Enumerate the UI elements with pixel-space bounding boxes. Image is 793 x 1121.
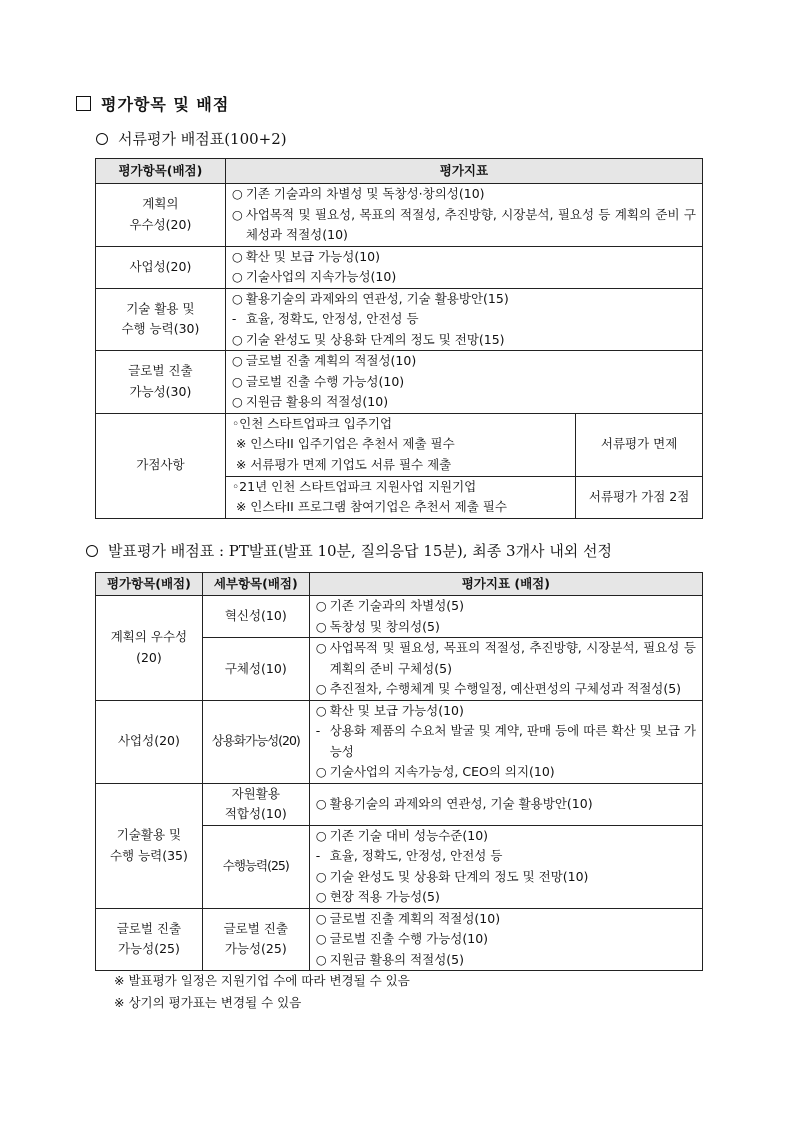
indicator-text: 활용기술의 과제와의 연관성, 기술 활용방안(15)	[245, 290, 509, 306]
item-label-line: 사업성(20)	[129, 258, 192, 274]
evaluation-item	[96, 908, 203, 971]
indicator-line	[316, 826, 696, 847]
sub-item	[202, 783, 309, 825]
indicator-text: 글로벌 진출 계획의 적절성(10)	[245, 353, 417, 368]
bullet: -	[231, 311, 237, 326]
bullet: -	[315, 723, 321, 738]
indicator-line	[316, 679, 696, 700]
indicator-line	[316, 596, 696, 617]
indicator-line	[232, 184, 696, 205]
indicator-text: 기술사업의 지속가능성(10)	[245, 269, 397, 284]
indicator-line	[316, 909, 696, 930]
column-header-item: 평가항목(배점)	[96, 573, 203, 596]
sub-item	[202, 638, 309, 701]
evaluation-indicators	[309, 908, 702, 971]
bullet: ○	[315, 951, 327, 967]
bonus-line: ※ 서류평가 면제 기업도 서류 필수 제출	[235, 456, 452, 472]
bullet: ○	[315, 795, 327, 811]
item-label-line: 상용화가능성(20)	[211, 733, 300, 749]
bullet: ○	[315, 931, 327, 946]
sub-item	[202, 908, 309, 971]
evaluation-indicators	[225, 246, 702, 288]
bullet: ○	[315, 889, 327, 904]
table-row	[96, 246, 703, 288]
item-label-line: 글로벌 진출	[116, 920, 182, 936]
bullet: ○	[315, 910, 327, 926]
indicator-line	[316, 721, 696, 762]
bullet: ○	[231, 353, 243, 368]
indicator-line	[232, 392, 696, 413]
bullet: ○	[315, 618, 327, 634]
item-label-line: 글로벌 진출	[128, 363, 193, 379]
item-label-line: 계획의 우수성	[110, 629, 188, 645]
item-label-line: 수행 능력(35)	[109, 847, 188, 863]
subsection-title-document: 서류평가 배점표(100+2)	[96, 128, 287, 149]
indicator-text: 추진절차, 수행체계 및 수행일정, 예산편성의 구체성과 적절성(5)	[329, 681, 682, 696]
evaluation-item	[96, 596, 203, 701]
bullet: ○	[231, 331, 243, 347]
item-label-line: 구체성(10)	[224, 660, 287, 676]
indicator-text: 활용기술의 과제와의 연관성, 기술 활용방안(10)	[329, 795, 593, 811]
bonus-condition	[225, 413, 575, 476]
indicator-line	[232, 289, 696, 310]
item-label-line: 글로벌 진출	[223, 920, 288, 936]
bonus-result: 서류평가 면제	[576, 413, 703, 476]
indicator-line	[316, 929, 696, 950]
column-header-index: 평가지표	[225, 159, 702, 184]
table-row	[96, 288, 703, 351]
table-row	[96, 351, 703, 414]
evaluation-indicators	[225, 184, 702, 247]
indicator-line	[316, 867, 696, 888]
table-row	[96, 596, 703, 638]
note-table-change: ※ 상기의 평가표는 변경될 수 있음	[114, 995, 302, 1010]
indicator-text: 기존 기술과의 차별성 및 독창성·창의성(10)	[245, 186, 485, 201]
evaluation-indicators	[309, 783, 702, 825]
item-label-line: 수행능력(25)	[222, 858, 289, 874]
indicator-text: 효율, 정확도, 안정성, 안전성 등	[245, 311, 419, 326]
indicator-text: 지원금 활용의 적절성(10)	[245, 394, 389, 409]
indicator-line	[232, 205, 696, 246]
evaluation-item	[96, 246, 226, 288]
sub-item	[202, 825, 309, 908]
evaluation-item: 가점사항	[96, 413, 226, 518]
evaluation-item	[96, 351, 226, 414]
bonus-line: ※ 인스타II 프로그램 참여기업은 추천서 제출 필수	[235, 499, 507, 514]
indicator-line	[232, 351, 696, 372]
indicator-text: 기존 기술 대비 성능수준(10)	[329, 827, 489, 843]
indicator-text: 글로벌 진출 계획의 적절성(10)	[329, 910, 501, 926]
indicator-text: 글로벌 진출 수행 가능성(10)	[329, 931, 489, 946]
bullet: ○	[315, 868, 327, 884]
indicator-line	[232, 247, 696, 268]
evaluation-indicators	[309, 825, 702, 908]
document-evaluation-table	[95, 158, 703, 519]
checkbox-square-icon	[76, 96, 91, 111]
indicator-text: 사업목적 및 필요성, 목표의 적절성, 추진방향, 시장분석, 필요성 등 계획의 준비 구체성(5)	[329, 640, 696, 676]
bonus-condition	[225, 476, 575, 518]
presentation-evaluation-table	[95, 572, 703, 971]
evaluation-item	[96, 700, 203, 783]
bullet: ○	[231, 290, 243, 306]
bullet: ○	[315, 702, 327, 718]
evaluation-item	[96, 288, 226, 351]
bullet: ○	[231, 206, 243, 222]
evaluation-indicators	[309, 638, 702, 701]
indicator-text: 확산 및 보급 가능성(10)	[245, 248, 380, 264]
indicator-line	[232, 330, 696, 351]
indicator-line	[316, 950, 696, 971]
indicator-text: 기술 완성도 및 상용화 단계의 정도 및 전망(10)	[329, 868, 589, 884]
bonus-line: ◦21년 인천 스타트업파크 지원사업 지원기업	[231, 478, 477, 494]
subsection-title-presentation: 발표평가 배점표 : PT발표(발표 10분, 질의응답 15분), 최종 3개사 내외 선정	[86, 540, 612, 561]
indicator-text: 상용화 제품의 수요처 발굴 및 계약, 판매 등에 따른 확산 및 보급 가능성	[329, 723, 696, 759]
table-row	[96, 783, 703, 825]
indicator-line	[316, 794, 696, 815]
indicator-line	[316, 762, 696, 783]
column-header-item: 평가항목(배점)	[96, 159, 226, 184]
circle-bullet-icon	[86, 545, 98, 557]
bullet: ○	[231, 394, 243, 409]
item-label-line: 수행 능력(30)	[121, 321, 200, 337]
bullet: ○	[231, 373, 243, 389]
indicator-line	[232, 372, 696, 393]
item-label-line: 자원활용	[231, 785, 280, 801]
bullet: ○	[231, 269, 243, 284]
bullet: ○	[315, 681, 327, 696]
indicator-text: 기술 완성도 및 상용화 단계의 정도 및 전망(15)	[245, 331, 505, 347]
evaluation-indicators	[309, 700, 702, 783]
table-row	[96, 700, 703, 783]
indicator-text: 현장 적용 가능성(5)	[329, 889, 440, 904]
bonus-result: 서류평가 가점 2점	[576, 476, 703, 518]
bullet: -	[315, 848, 321, 863]
item-label-line: 적합성(10)	[224, 806, 287, 821]
indicator-line	[316, 887, 696, 908]
item-label-line: 기술활용 및	[116, 827, 182, 842]
bonus-line: ※ 인스타II 입주기업은 추천서 제출 필수	[235, 436, 455, 452]
evaluation-indicators	[309, 596, 702, 638]
indicator-line	[316, 638, 696, 679]
indicator-text: 글로벌 진출 수행 가능성(10)	[245, 373, 405, 389]
indicator-line	[232, 309, 696, 330]
item-label-line: 가능성(25)	[117, 941, 180, 957]
indicator-line	[316, 701, 696, 722]
indicator-line	[232, 267, 696, 288]
indicator-text: 사업목적 및 필요성, 목표의 적절성, 추진방향, 시장분석, 필요성 등 계획의 준비 구체성과 적절성(10)	[245, 206, 696, 242]
section-heading: 평가항목 및 배점	[76, 92, 229, 115]
circle-bullet-icon	[96, 133, 108, 145]
sub-item	[202, 596, 309, 638]
note-schedule: ※ 발표평가 일정은 지원기업 수에 따라 변경될 수 있음	[114, 973, 410, 988]
table-row	[96, 413, 703, 476]
bullet: ○	[315, 640, 327, 655]
evaluation-item	[96, 783, 203, 908]
item-label-line: 계획의	[142, 196, 179, 212]
indicator-text: 독창성 및 창의성(5)	[329, 618, 440, 634]
sub-item	[202, 700, 309, 783]
item-label-line: 가능성(30)	[129, 383, 192, 399]
bonus-line: ◦인천 스타트업파크 입주기업	[231, 415, 393, 431]
indicator-text: 확산 및 보급 가능성(10)	[329, 702, 464, 718]
evaluation-item	[96, 184, 226, 247]
bullet: ○	[315, 598, 327, 613]
evaluation-indicators	[225, 351, 702, 414]
table-row	[96, 184, 703, 247]
item-label-line: 기술 활용 및	[126, 300, 195, 316]
indicator-line	[316, 846, 696, 867]
bullet: ○	[231, 186, 243, 201]
item-label-line: 혁신성(10)	[224, 608, 287, 624]
item-label-line: 사업성(20)	[117, 733, 180, 749]
indicator-text: 지원금 활용의 적절성(5)	[329, 951, 465, 967]
column-header-index: 평가지표 (배점)	[309, 573, 702, 596]
bullet: ○	[231, 248, 243, 264]
evaluation-indicators	[225, 288, 702, 351]
indicator-text: 기존 기술과의 차별성(5)	[329, 598, 465, 613]
indicator-line	[316, 617, 696, 638]
item-label-line: 가능성(25)	[224, 941, 287, 957]
column-header-sub: 세부항목(배점)	[202, 573, 309, 596]
item-label-line: 우수성(20)	[129, 216, 192, 232]
bullet: ○	[315, 827, 327, 843]
indicator-text: 기술사업의 지속가능성, CEO의 의지(10)	[329, 764, 555, 779]
item-label-line: (20)	[136, 649, 162, 665]
bullet: ○	[315, 764, 327, 779]
indicator-text: 효율, 정확도, 안정성, 안전성 등	[329, 848, 503, 863]
table-row	[96, 908, 703, 971]
